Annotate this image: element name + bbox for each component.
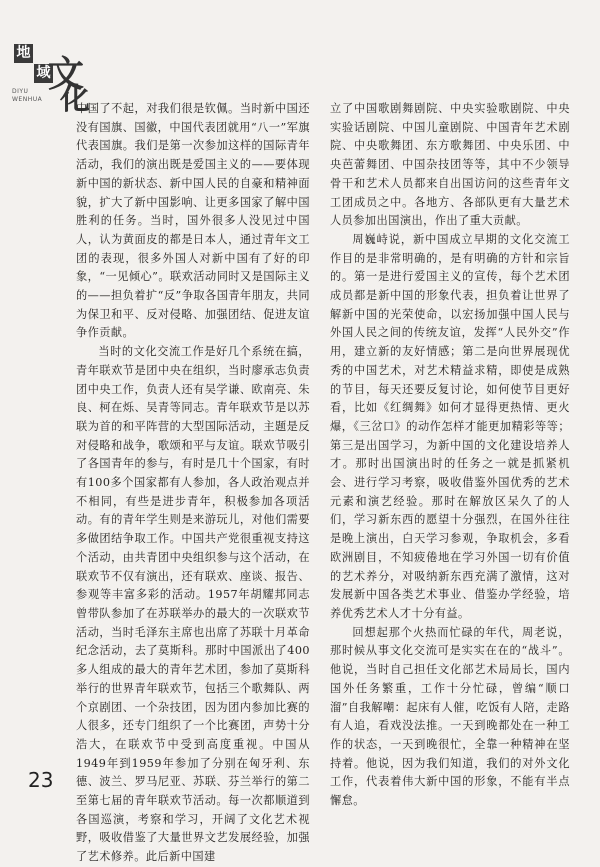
paragraph: 当时的文化交流工作是好几个系统在搞，青年联欢节是团中央在组织，当时廖承志负责团中央工作，负责人还有吴学谦、欧南亮、朱良、柯在烁、吴青等同志。青年联欢节是以苏联为首的和平阵营的大型国际活动，主题是反对侵略和战争，歌颂和平与友谊。联欢节吸引了各国青年的参与，有时是几十个国家，有时有100多个国家都有人参加，各人政治观点并不相同，有些是进步青年，积极参加各项活动。有的青年学生则是来游玩儿，对他们需要多做团结争取工作。中国共产党很重视支持这个活动，由共青团中央组织参与这个活动，在联欢节不仅有演出，还有联欢、座谈、报告、参观等丰富多彩的活动。1957年胡耀邦同志曾带队参加了在苏联举办的最大的一次联欢节活动，当时毛泽东主席也出席了苏联十月革命纪念活动，去了莫斯科。那时中国派出了400多人组成的最大的青年艺术团，参加了莫斯科举行的世界青年联欢节，包括三个歌舞队、两个京剧团、一个杂技团，因为团内参加比赛的人很多，还专门组织了一个比赛团，声势十分浩大，在联欢节中受到高度重视。中国从1949年到1959年参加了分别在匈牙利、东德、波兰、罗马尼亚、苏联、芬兰举行的第二至第七届的青年联欢节活动。每一次都顺道到各国巡演，考察和学习，开阔了文化艺术视野，吸收借鉴了大量世界文艺发展经验，加强了艺术修养。此后新中国建 [76,345,310,864]
logo-char-large: 文 [48,53,83,95]
right-text-column [330,100,570,811]
paragraph: 周巍峙说，新中国成立早期的文化交流工作目的是非常明确的，是有明确的方针和宗旨的。第一是进行爱国主义的宣传，每个艺术团成员都是新中国的形象代表，担负着让世界了解新中国的光荣使命，以宏扬加强中国人民与外国人民之间的传统友谊，发挥“人民外交”作用，建立新的友好情感；第二是向世界展现优秀的中国艺术，对艺术精益求精，即使是成熟的节目，每天还要反复讨论，如何使节目更好看，比如《红绸舞》如何才显得更热情、更火爆，《三岔口》的动作怎样才能更加精彩等等；第三是出国学习，为新中国的文化建设培养人才。那时出国演出时的任务之一就是抓紧机会、进行学习考察，吸收借鉴外国优秀的艺术元素和演艺经验。那时在解放区呆久了的人们，学习新东西的愿望十分强烈，在国外往往是晚上演出，白天学习参观，争取机会，多看欧洲剧目，不知疲倦地在学习外国一切有价值的艺术养分，对吸纳新东西充满了激情，这对发展新中国各类艺术事业、借鉴办学经验，培养优秀艺术人才十分有益。 [330,232,570,620]
logo-latin-text: DIYU [12,88,29,95]
logo-latin-text: WENHUA [12,96,43,103]
page-number: 23 [28,768,54,792]
logo-char-box: 地 [14,44,33,63]
paragraph: 中国了不起，对我们很是钦佩。当时新中国还没有国旗、国徽，中国代表团就用“八一”军旗代表国旗。我们是第一次参加这样的国际青年活动，我们的演出既是爱国主义的——要体现新中国的新状态、新中国人民的自豪和精神面貌，扩大了新中国影响、让更多国家了解中国胜利的任务。当时，国外很多人没见过中国人，认为黄面皮的都是日本人，通过青年文工团的表现，很多外国人对新中国有了好的印象，“一见倾心”。联欢活动同时又是国际主义的——担负着扩“反”争取各国青年朋友，共同为保卫和平、反对侵略、加强团结、促进友谊争作贡献。 [76,102,310,340]
left-text-column [76,100,310,867]
paragraph: 回想起那个火热而忙碌的年代，周老说，那时候从事文化交流可是实实在在的“战斗”。他说，当时自己担任文化部艺术局局长，国内国外任务繁重，工作十分忙碌，曾编“顺口溜”自我解嘲：起床有人催，吃饭有人陪，走路有人追，看戏没法推。一天到晚都处在一种工作的状态，一天到晚很忙，全靠一种精神在坚持着。他说，因为我们知道，我们的对外文化工作，代表着伟大新中国的形象，不能有半点懈怠。 [330,625,570,808]
paragraph: 立了中国歌剧舞剧院、中央实验歌剧院、中央实验话剧院、中国儿童剧院、中国青年艺术剧院、中央歌舞团、东方歌舞团、中央乐团、中央芭蕾舞团、中国杂技团等等，其中不少领导骨干和艺术人员都来自出国访问的这些青年文工团成员之中。各地方、各部队更有大量艺术人员参加出国演出，作出了重大贡献。 [330,102,570,228]
logo-char-box: 域 [34,64,53,83]
logo-char-large: 化 [60,82,88,117]
